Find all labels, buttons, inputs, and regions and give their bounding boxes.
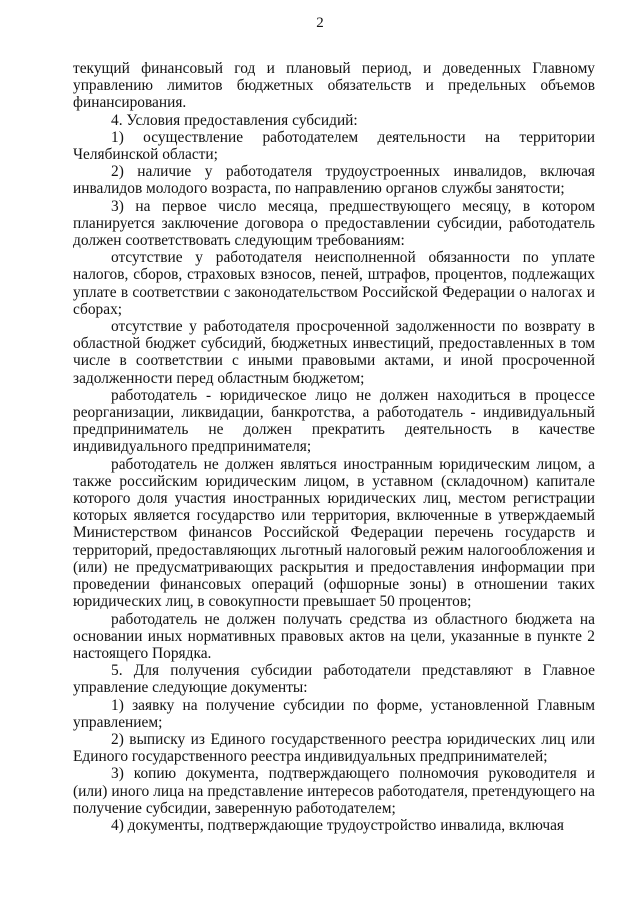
paragraph: 5. Для получения субсидии работодатели представляют в Главное управление следующие документы: <box>73 662 595 697</box>
paragraph: текущий финансовый год и плановый период, и доведенных Главному управлению лимитов бюджетных обязательств и предельных объемов финансирования. <box>73 60 595 112</box>
paragraph: 4) документы, подтверждающие трудоустройство инвалида, включая <box>111 816 564 834</box>
paragraph: 3) копию документа, подтверждающего полномочия руководителя и (или) иного лица на представление интересов работодателя, претендующего на получение субсидии, заверенную работодателем; <box>73 765 595 817</box>
paragraph: 1) заявку на получение субсидии по форме, установленной Главным управлением; <box>73 696 595 731</box>
document-body <box>73 60 595 834</box>
paragraph: отсутствие у работодателя просроченной задолженности по возврату в областной бюджет субсидий, бюджетных инвестиций, предоставленных в том числе в соответствии с иными правовыми актами, и иной просроченной задолженности перед областным бюджетом; <box>73 318 595 387</box>
paragraph: 1) осуществление работодателем деятельности на территории Челябинской области; <box>73 128 595 164</box>
paragraph: 2) наличие у работодателя трудоустроенных инвалидов, включая инвалидов молодого возраста, по направлению органов службы занятости; <box>73 163 595 198</box>
paragraph: 3) на первое число месяца, предшествующего месяцу, в котором планируется заключение договора о предоставлении субсидии, работодатель должен соответствовать следующим требованиям: <box>73 197 595 250</box>
paragraph: работодатель не должен получать средства из областного бюджета на основании иных нормативных правовых актов на цели, указанные в пункте 2 настоящего Порядка. <box>73 610 595 662</box>
paragraph: работодатель - юридическое лицо не должен находиться в процессе реорганизации, ликвидации, банкротства, а работодатель - индивидуальный предприниматель не должен прекратить деятельность в качестве индивидуального предпринимателя; <box>73 386 595 456</box>
paragraph: работодатель не должен являться иностранным юридическим лицом, а также российским юридическим лицом, в уставном (складочном) капитале которого доля участия иностранных юридических лиц, местом регистрации которых является государство или территория, включенные в утверждаемый Министерством финансов Российской Федерации перечень государств и территорий, предоставляющих льготный налоговый режим налогообложения и (или) не предусматривающих раскрытия и предоставления информации при проведении финансовых операций (офшорные зоны) в отношении таких юридических лиц, в совокупности превышает 50 процентов; <box>73 455 595 611</box>
paragraph: отсутствие у работодателя неисполненной обязанности по уплате налогов, сборов, страховых взносов, пеней, штрафов, процентов, подлежащих уплате в соответствии с законодательством Российской Федерации о налогах и сборах; <box>73 249 595 318</box>
page-number: 2 <box>316 15 324 31</box>
paragraph: 4. Условия предоставления субсидий: <box>111 111 358 129</box>
paragraph: 2) выписку из Единого государственного реестра юридических лиц или Единого государственного реестра индивидуальных предпринимателей; <box>73 730 595 766</box>
